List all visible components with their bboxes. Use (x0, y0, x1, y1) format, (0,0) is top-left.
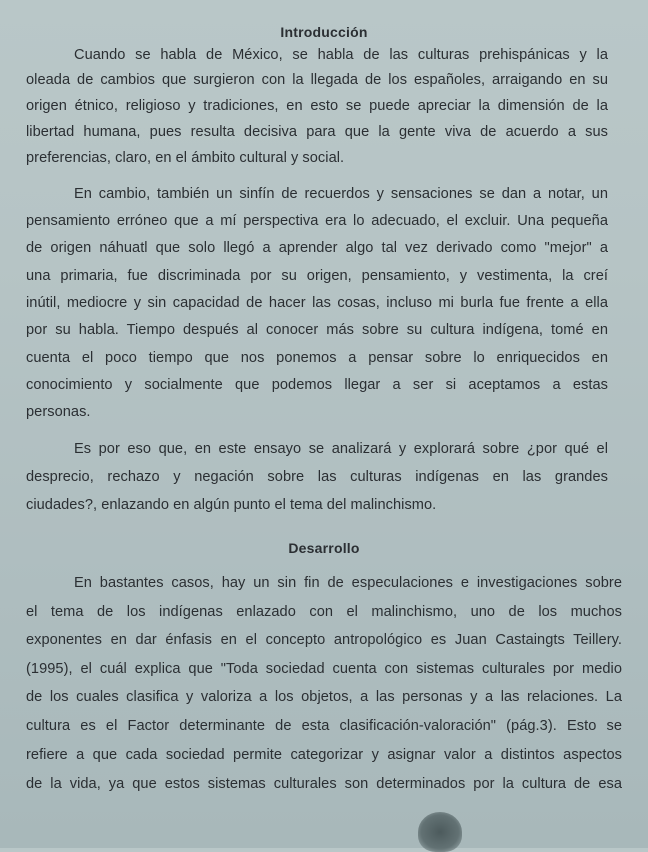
text-line: preferencias, claro, en el ámbito cultural y social. (26, 150, 345, 166)
text-line: cultura es el Factor determinante de esta clasificación-valoración" (pág.3). Esto se (26, 718, 622, 734)
text-line: de origen náhuatl que solo llegó a aprender algo tal vez derivado como "mejor" a (26, 240, 608, 256)
text-line: de la vida, ya que estos sistemas culturales son determinados por la cultura de esa (26, 776, 622, 792)
text-line: Es por eso que, en este ensayo se analizará y explorará sobre ¿por qué el (74, 441, 608, 457)
text-line: libertad humana, pues resulta decisiva para que la gente viva de acuerdo a sus (26, 124, 608, 140)
text-line: ciudades?, enlazando en algún punto el tema del malinchismo. (26, 497, 437, 513)
text-line: origen étnico, religioso y tradiciones, en esto se puede apreciar la dimensión de la (26, 98, 608, 114)
text-line: refiere a que cada sociedad permite categorizar y asignar valor a distintos aspectos (26, 747, 622, 763)
finger-shadow (418, 812, 462, 852)
text-line: desprecio, rechazo y negación sobre las culturas indígenas en las grandes (26, 469, 608, 485)
text-line: oleada de cambios que surgieron con la llegada de los españoles, arraigando en su (26, 72, 608, 88)
text-line: una primaria, fue discriminada por su origen, pensamiento, y vestimenta, la creí (26, 268, 608, 284)
intro-heading: Introducción (280, 24, 368, 40)
text-line: personas. (26, 404, 91, 420)
text-line: pensamiento erróneo que a mí perspectiva era lo adecuado, el excluir. Una pequeña (26, 213, 608, 229)
text-line: exponentes en dar énfasis en el concepto antropológico es Juan Castaingts Teillery. (26, 632, 622, 648)
text-line: En bastantes casos, hay un sin fin de especulaciones e investigaciones sobre (74, 575, 622, 591)
text-line: de los cuales clasifica y valoriza a los objetos, a las personas y a las relaciones. La (26, 689, 622, 705)
text-line: por su habla. Tiempo después al conocer más sobre su cultura indígena, tomé en (26, 322, 608, 338)
text-line: conocimiento y socialmente que podemos llegar a ser si aceptamos a estas (26, 377, 608, 393)
text-line: En cambio, también un sinfín de recuerdos y sensaciones se dan a notar, un (74, 186, 608, 202)
text-line: (1995), el cuál explica que "Toda sociedad cuenta con sistemas culturales por medio (26, 661, 622, 677)
text-line: Cuando se habla de México, se habla de las culturas prehispánicas y la (74, 47, 608, 63)
text-line: cuenta el poco tiempo que nos ponemos a pensar sobre lo enriquecidos en (26, 350, 608, 366)
text-line: el tema de los indígenas enlazado con el malinchismo, uno de los muchos (26, 604, 622, 620)
dev-heading: Desarrollo (288, 540, 360, 556)
text-line: inútil, mediocre y sin capacidad de hacer las cosas, incluso mi burla fue frente a ella (26, 295, 608, 311)
